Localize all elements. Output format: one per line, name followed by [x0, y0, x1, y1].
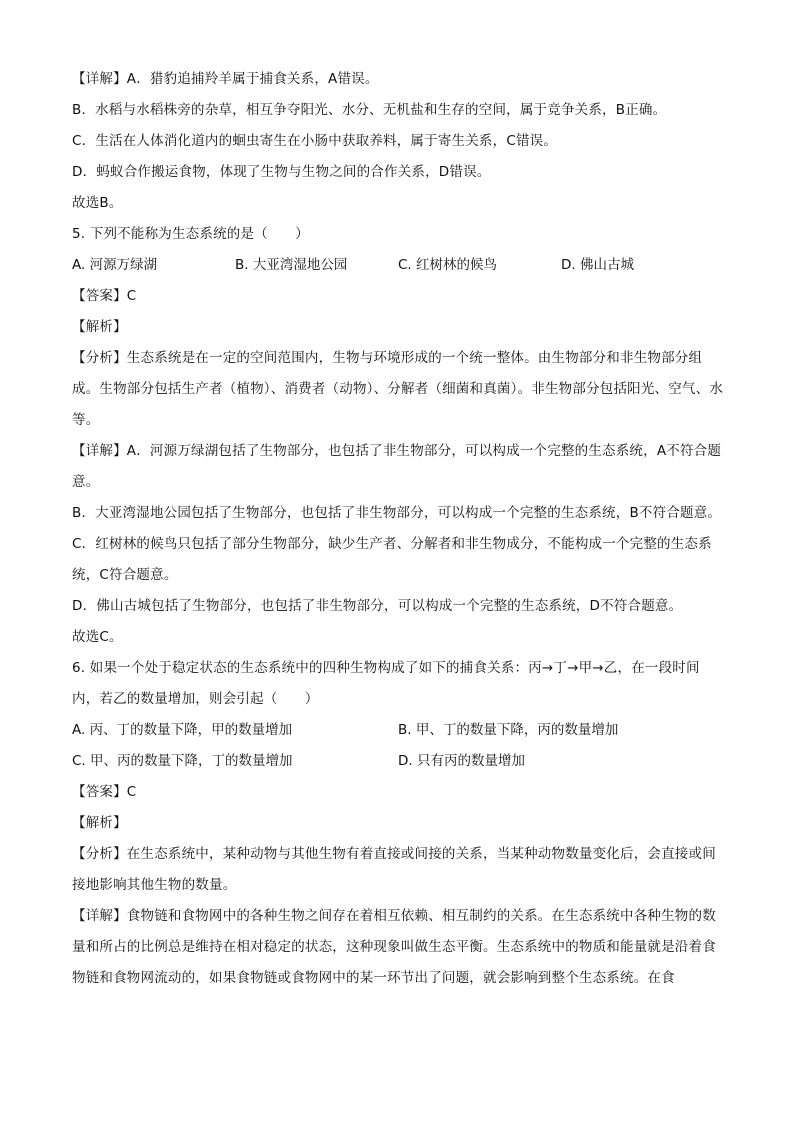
q4-detail-a: 【详解】A．猎豹追捕羚羊属于捕食关系，A错误。 — [72, 71, 379, 87]
q5-option-c-explanation: C．红树林的候鸟只包括了部分生物部分，缺少生产者、分解者和非生物成分，不能构成一个完整的生态系统，C符合题意。 — [72, 536, 712, 583]
q6-options-row-2 — [72, 746, 724, 777]
q5-option-d-explanation: D．佛山古城包括了生物部分，也包括了非生物部分，可以构成一个完整的生态系统，D不符合题意。 — [72, 598, 683, 614]
q4-option-c-explanation: C．生活在人体消化道内的蛔虫寄生在小肠中获取养料，属于寄生关系，C错误。 — [72, 133, 558, 149]
q6-options-row-1 — [72, 715, 724, 746]
q5-option-b-explanation: B．大亚湾湿地公园包括了生物部分，也包括了非生物部分，可以构成一个完整的生态系统，B不符合题意。 — [72, 505, 722, 521]
q6-option-d: D. 只有丙的数量增加 — [398, 753, 525, 769]
document-page — [72, 64, 724, 994]
q5-option-d: D. 佛山古城 — [561, 257, 634, 273]
q6-analysis: 【分析】在生态系统中，某种动物与其他生物有着直接或间接的关系，当某种动物数量变化后，会直接或间接地影响其他生物的数量。 — [72, 846, 716, 893]
q5-option-a: A. 河源万绿湖 — [72, 257, 158, 273]
q6-answer: 【答案】C — [72, 784, 137, 800]
q5-choice: 故选C。 — [72, 629, 123, 645]
q6-option-b: B. 甲、丁的数量下降，丙的数量增加 — [398, 722, 619, 738]
q5-analysis: 【分析】生态系统是在一定的空间范围内，生物与环境形成的一个统一整体。由生物部分和非生物部分组成。生物部分包括生产者（植物）、消费者（动物）、分解者（细菌和真菌）。非生物部分包括阳光、空气、水等。 — [72, 350, 724, 428]
q6-option-a: A. 丙、丁的数量下降，甲的数量增加 — [72, 722, 293, 738]
q4-option-d-explanation: D．蚂蚁合作搬运食物，体现了生物与生物之间的合作关系，D错误。 — [72, 164, 491, 180]
q5-answer: 【答案】C — [72, 288, 137, 304]
q6-jiexi-heading: 【解析】 — [72, 815, 127, 831]
q4-choice: 故选B。 — [72, 195, 123, 211]
q6-stem: 6. 如果一个处于稳定状态的生态系统中的四种生物构成了如下的捕食关系：丙→丁→甲→乙，在一段时间内，若乙的数量增加，则会引起（ ） — [72, 660, 700, 707]
q5-jiexi-heading: 【解析】 — [72, 319, 127, 335]
q5-stem: 5. 下列不能称为生态系统的是（ ） — [72, 226, 309, 242]
q5-option-b: B. 大亚湾湿地公园 — [235, 257, 348, 273]
q6-option-c: C. 甲、丙的数量下降，丁的数量增加 — [72, 753, 293, 769]
q5-options — [72, 250, 724, 281]
q5-detail-a: 【详解】A．河源万绿湖包括了生物部分，也包括了非生物部分，可以构成一个完整的生态系统，A不符合题意。 — [72, 443, 722, 490]
q6-detail: 【详解】食物链和食物网中的各种生物之间存在着相互依赖、相互制约的关系。在生态系统中各种生物的数量和所占的比例总是维持在相对稳定的状态，这种现象叫做生态平衡。生态系统中的物质和能量就是沿着食物链和食物网流动的，如果食物链或食物网中的某一环节出了问题，就会影响到整个生态系统。在食 — [72, 908, 716, 986]
q4-option-b-explanation: B．水稻与水稻株旁的杂草，相互争夺阳光、水分、无机盐和生存的空间，属于竞争关系，B正确。 — [72, 102, 667, 118]
q5-option-c: C. 红树林的候鸟 — [398, 257, 498, 273]
